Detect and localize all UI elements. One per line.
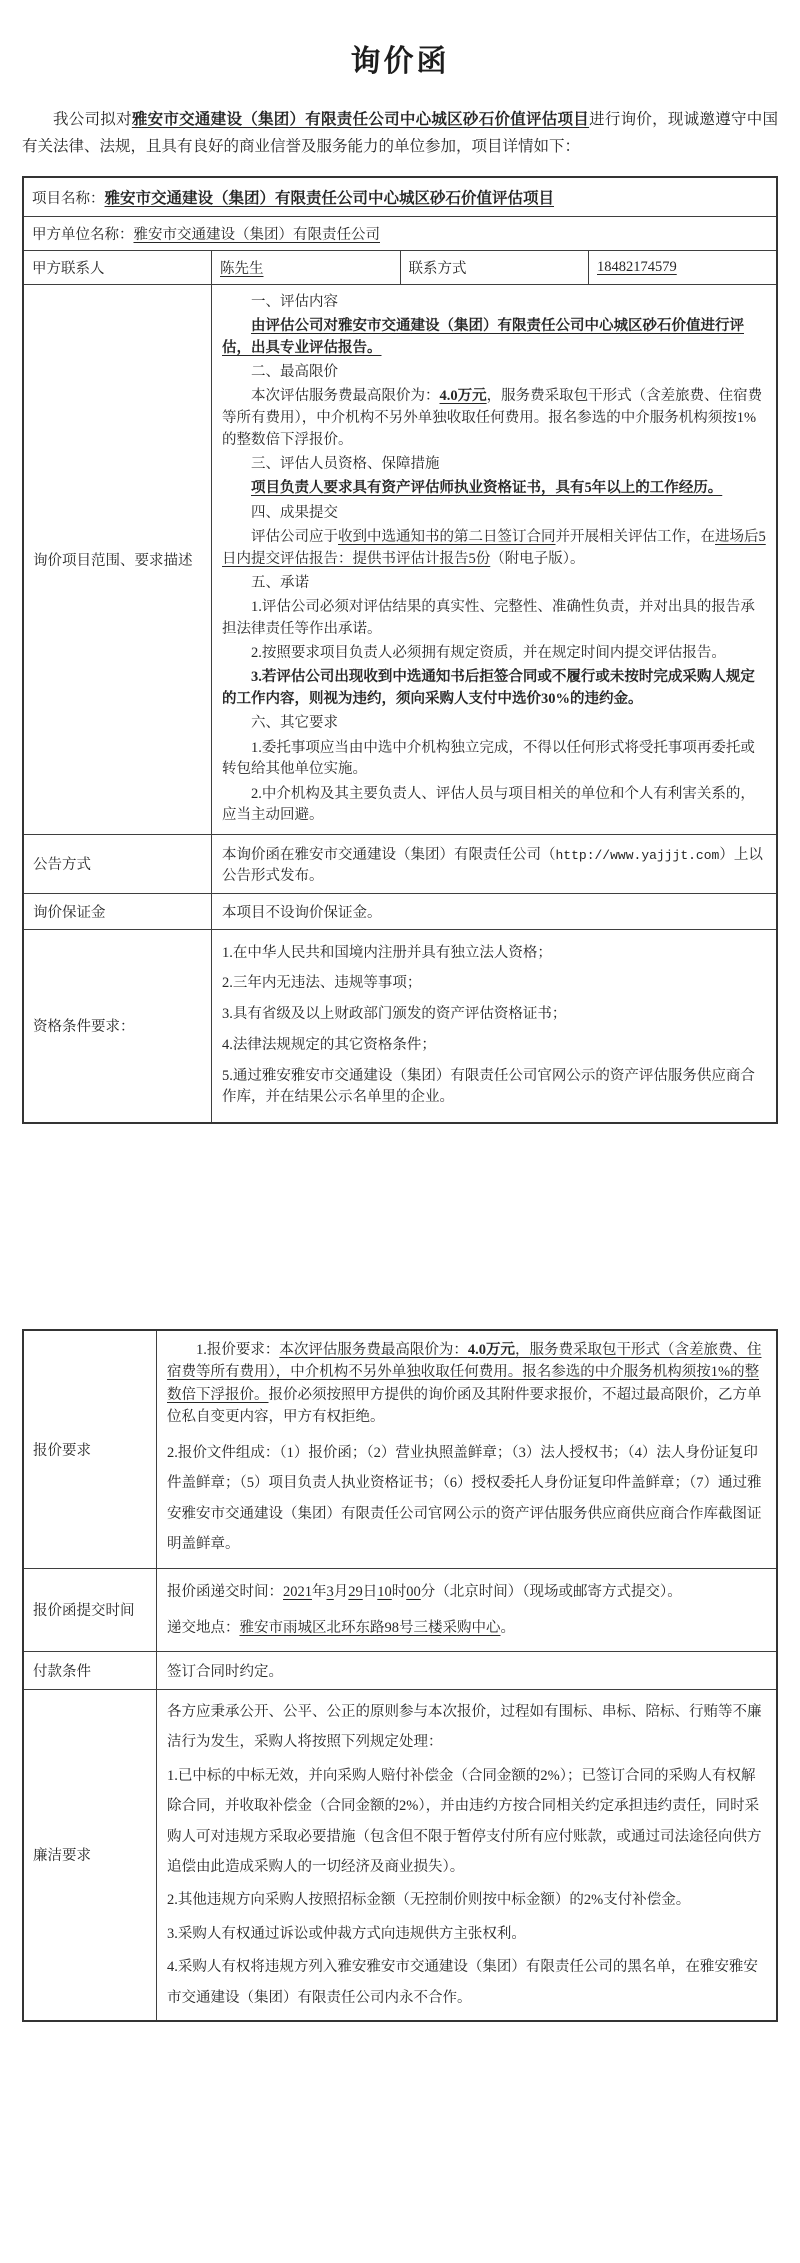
text-segment: 甲方单位名称：	[32, 227, 134, 244]
announcement-content	[212, 834, 778, 893]
deposit-label: 询价保证金	[23, 893, 212, 929]
text-segment: 2.其他违规方向采购人按照招标金额（无控制价则按中标金额）的2%支付补偿金。	[167, 1892, 691, 1909]
text-segment: 2.报价文件组成：（1）报价函；（2）营业执照盖鲜章；（3）法人授权书；（4）法人身份证复印件盖鲜章；（5）项目负责人执业资格证书；（6）授权委托人身份证复印件盖鲜章；（7）通过雅安雅安市交通建设（集团）有限责任公司官网公示的资产评估服务供应商供应商合作库截图证明盖鲜章。	[167, 1444, 762, 1553]
text-segment: 2.按照要求项目负责人必须拥有规定资质，并在规定时间内提交评估报告。	[251, 645, 726, 661]
text-segment: 六、其它要求	[251, 715, 338, 732]
paragraph	[222, 362, 766, 384]
paragraph	[222, 503, 766, 525]
payment-terms-label: 付款条件	[23, 1651, 157, 1689]
paragraph	[222, 784, 766, 828]
quote-requirements-label: 报价要求	[23, 1330, 157, 1568]
quote-requirements-content	[157, 1330, 778, 1568]
contact-label: 甲方联系人	[23, 251, 212, 285]
text-segment: 各方应秉承公开、公平、公正的原则参与本次报价，过程如有围标、串标、陪标、行贿等不廉洁行为发生，采购人将按照下列规定处理：	[167, 1703, 762, 1751]
submission-time-content	[157, 1568, 778, 1651]
text-segment: 递交地点：	[167, 1619, 240, 1636]
paragraph	[167, 1438, 766, 1560]
integrity-label: 廉洁要求	[23, 1689, 157, 2021]
text-segment: 项目负责人要求具有资产评估师执业资格证书，具有5年以上的工作经历。	[251, 480, 723, 497]
text-segment: 10	[377, 1583, 392, 1600]
table-row	[23, 251, 777, 285]
integrity-content	[157, 1689, 778, 2021]
text-segment: ，服务费采取包干形式（含差旅费、住宿费等所有费用），中介机构不另外单独收取任何费用。报名参选的中介服务机构须按1%的整数倍下浮报价。	[222, 388, 763, 448]
text-segment: 四、成果提交	[251, 504, 338, 521]
table-row	[23, 285, 777, 834]
paragraph	[222, 667, 766, 711]
paragraph	[222, 713, 766, 735]
table-row	[23, 1568, 777, 1651]
text-segment: （附电子版）。	[490, 550, 585, 567]
text-segment: 雅安市雨城区北环东路98号三楼采购中心	[239, 1619, 501, 1636]
paragraph	[222, 1035, 766, 1057]
text-segment: 分（北京时间）（现场或邮寄方式提交）。	[420, 1583, 682, 1600]
text-segment: 本询价函在雅安市交通建设（集团）有限责任公司（	[222, 846, 556, 863]
text-segment: 3.若评估公司出现收到中选通知书后拒签合同或不履行或未按时完成采购人规定的工作内容，则视为违约，须向采购人支付中选价30%的违约金。	[222, 669, 755, 707]
text-segment: 月	[333, 1583, 349, 1600]
paragraph	[167, 1952, 766, 2013]
text-segment: 评估公司应于	[251, 528, 338, 545]
text-segment: 3	[326, 1583, 334, 1600]
text-segment: 1.评估公司必须对评估结果的真实性、完整性、准确性负责，并对出具的报告承担法律责任等作出承诺。	[222, 599, 755, 637]
text-segment: ）上以公告形式发布。	[222, 846, 763, 884]
text-segment: 雅安市交通建设（集团）有限责任公司	[133, 227, 380, 244]
text-segment: 1.在中华人民共和国境内注册并具有独立法人资格；	[222, 944, 552, 961]
table-row	[23, 177, 777, 217]
paragraph	[167, 1697, 766, 1758]
paragraph	[222, 1066, 766, 1110]
text-segment: 我公司拟对	[53, 111, 132, 128]
paragraph	[222, 573, 766, 595]
paragraph	[222, 973, 766, 995]
text-segment: 2.中介机构及其主要负责人、评估人员与项目相关的单位和个人有利害关系的，应当主动回避。	[222, 785, 755, 824]
submission-time-label: 报价函提交时间	[23, 1568, 157, 1651]
text-segment: 。	[500, 1619, 515, 1636]
table-row	[23, 1651, 777, 1689]
table-row	[23, 217, 777, 251]
text-segment: 3.具有省级及以上财政部门颁发的资产评估资格证书；	[222, 1006, 567, 1022]
announcement-label: 公告方式	[23, 834, 212, 893]
text-segment: 进场后5日内提交评估报告：提供书评估计报告5份	[222, 528, 766, 567]
text-segment: 4.采购人有权将违规方列入雅安雅安市交通建设（集团）有限责任公司的黑名单，在雅安雅安市交通建设（集团）有限责任公司内永不合作。	[167, 1959, 758, 2006]
paragraph	[222, 454, 766, 476]
table-row	[23, 834, 777, 893]
page-title: 询价函	[350, 45, 450, 78]
paragraph	[222, 943, 766, 965]
text-segment: 收到中选通知书的第二日签订合同	[338, 528, 556, 545]
text-segment: 由评估公司对雅安市交通建设（集团）有限责任公司中心城区砂石价值进行评估，出具专业评估报告。	[222, 318, 744, 356]
phone-value: 18482174579	[589, 251, 778, 285]
scope-label: 询价项目范围、要求描述	[23, 285, 212, 834]
paragraph	[222, 643, 766, 665]
quotation-terms-table	[22, 1329, 778, 2022]
paragraph	[167, 1761, 766, 1883]
paragraph	[222, 316, 766, 360]
paragraph	[167, 1575, 766, 1609]
scope-content	[212, 285, 778, 834]
text-segment: 报价必须按照甲方提供的询价函及其附件要求报价，不超过最高限价，乙方单位私自变更内容，甲方有权拒绝。	[167, 1386, 762, 1426]
text-segment: 29	[348, 1583, 363, 1600]
table-row	[23, 929, 777, 1123]
payment-terms-content: 签订合同时约定。	[157, 1651, 778, 1689]
table-row	[23, 893, 777, 929]
text-segment: http://www.yajjjt.com	[555, 847, 720, 863]
text-segment: 日	[362, 1583, 378, 1600]
text-segment: 本次评估服务费最高限价为：	[279, 1342, 468, 1358]
text-segment: 5.通过雅安雅安市交通建设（集团）有限责任公司官网公示的资产评估服务供应商合作库，并在结果公示名单里的企业。	[222, 1067, 755, 1106]
table-row	[23, 1689, 777, 2021]
text-segment: 并开展相关评估工作，在	[555, 528, 715, 545]
text-segment: 3.采购人有权通过诉讼或仲裁方式向违规供方主张权利。	[167, 1925, 526, 1942]
text-segment: 进行询价，现诚邀遵守中国有关法律、法规，且具有良好的商业信誉及服务能力的单位参加，项目详情如下：	[22, 111, 778, 156]
phone-label: 联系方式	[400, 251, 589, 285]
text-segment: 1.已中标的中标无效，并向采购人赔付补偿金（合同金额的2%）；已签订合同的采购人有权解除合同，并收取补偿金（合同金额的2%），并由违约方按合同相关约定承担违约责任，同时采购人可对违规方采取必要措施（包含但不限于暂停支付所有应付账款，或通过司法途径向供方追偿由此造成采购人的一切经济及商业损失）。	[167, 1767, 762, 1875]
text-segment: 4.0万元	[467, 1342, 515, 1358]
qualification-label: 资格条件要求：	[23, 929, 212, 1123]
text-segment: 4.0万元	[439, 388, 487, 405]
paragraph	[222, 1004, 766, 1026]
text-segment: 项目名称：	[32, 191, 105, 208]
party-a-name-cell	[23, 217, 777, 251]
paragraph	[167, 1919, 766, 1949]
deposit-content: 本项目不设询价保证金。	[212, 893, 778, 929]
text-segment: ，服务费采取包干形式（含差旅费、住宿费等所有费用），中介机构不另外单独收取任何费用。报名参选的中介服务机构须按1%的整数倍下浮报价。	[167, 1342, 762, 1403]
text-segment: 雅安市交通建设（集团）有限责任公司中心城区砂石价值评估项目	[104, 190, 555, 208]
paragraph	[167, 1885, 766, 1915]
text-segment: 2021	[283, 1583, 312, 1600]
paragraph	[222, 386, 766, 451]
text-segment: 三、评估人员资格、保障措施	[251, 456, 440, 472]
contact-name-value: 陈先生	[212, 251, 401, 285]
text-segment: 4.法律法规规定的其它资格条件；	[222, 1036, 436, 1053]
text-segment: 00	[406, 1583, 421, 1600]
text-segment: 1.委托事项应当由中选中介机构独立完成，不得以任何形式将受托事项再委托或转包给其他单位实施。	[222, 739, 755, 778]
text-segment: 报价函递交时间：	[167, 1583, 283, 1600]
paragraph	[222, 292, 766, 314]
text-segment: 时	[391, 1583, 407, 1600]
table-row	[23, 1330, 777, 1568]
paragraph	[222, 738, 766, 782]
paragraph	[222, 527, 766, 571]
paragraph	[222, 478, 766, 500]
text-segment: 1.报价要求：	[196, 1342, 280, 1358]
text-segment: 年	[312, 1583, 327, 1600]
text-segment: 二、最高限价	[251, 364, 338, 380]
inquiry-info-table	[22, 176, 778, 1124]
paragraph	[167, 1611, 766, 1645]
text-segment: 雅安市交通建设（集团）有限责任公司中心城区砂石价值评估项目	[131, 111, 590, 128]
text-segment: 五、承诺	[251, 574, 309, 591]
qualification-content	[212, 929, 778, 1123]
text-segment: 一、评估内容	[251, 293, 338, 310]
text-segment: 2.三年内无违法、违规等事项；	[222, 975, 422, 992]
intro-paragraph	[22, 106, 778, 160]
paragraph	[167, 1339, 766, 1429]
text-segment: 本次评估服务费最高限价为：	[251, 388, 440, 405]
paragraph	[222, 597, 766, 641]
project-name-cell	[23, 177, 777, 217]
